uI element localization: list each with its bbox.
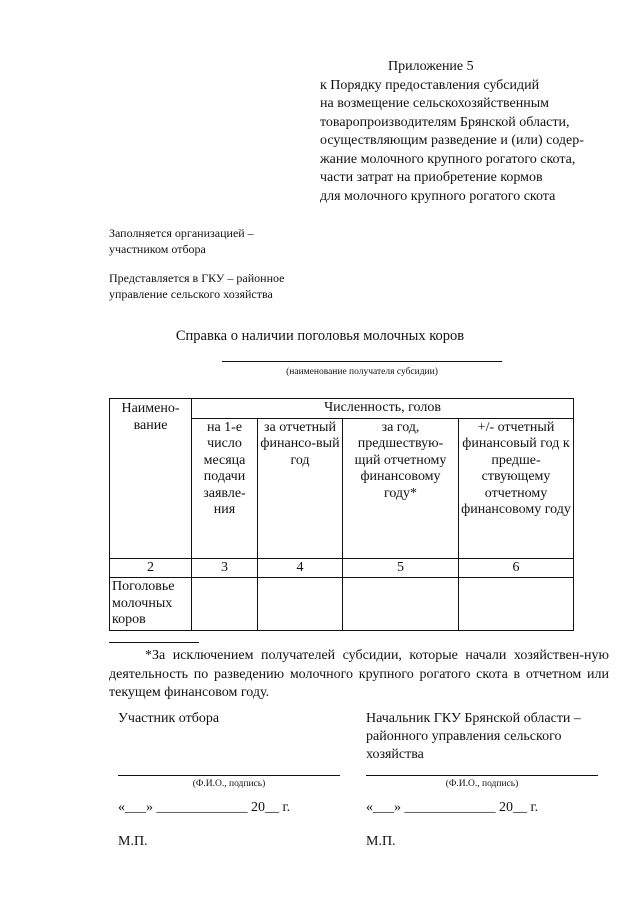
header-group: Численность, голов — [192, 399, 574, 419]
annex-line: товаропроизводителям Брянской области, — [320, 114, 570, 130]
annex-line: на возмещение сельскохозяйственным — [320, 96, 549, 111]
left-signature-caption: (Ф.И.О., подпись) — [192, 779, 266, 789]
left-stamp: М.П. — [118, 834, 148, 849]
col-number: 4 — [258, 558, 343, 578]
header-col6: +/- отчетный финансовый год к предше-ствующему отчетному финансовому году — [459, 418, 574, 558]
col-number: 2 — [110, 558, 192, 578]
filled-by-line: Заполняется организацией – — [109, 226, 254, 240]
right-date[interactable]: «___» _____________ 20__ г. — [366, 800, 539, 815]
annex-line: для молочного крупного рогатого скота — [320, 188, 556, 204]
recipient-caption: (наименование получателя субсидии) — [286, 367, 438, 377]
table-cell[interactable] — [343, 578, 459, 631]
annex-line: к Порядку предоставления субсидий — [320, 77, 540, 93]
header-col5: за год, предшествую-щий отчетному финансовому году* — [343, 418, 459, 558]
right-signature-caption: (Ф.И.О., подпись) — [445, 779, 519, 789]
submitted-to-line: Представляется в ГКУ – районное — [109, 271, 285, 285]
annex-line: части затрат на приобретение кормов — [320, 170, 543, 185]
recipient-name-line[interactable] — [222, 361, 502, 362]
left-date[interactable]: «___» _____________ 20__ г. — [118, 800, 291, 815]
header-name-text: Наимено-вание — [121, 401, 180, 433]
footnote-separator — [109, 642, 199, 643]
right-stamp: М.П. — [366, 834, 396, 849]
annex-line: жание молочного крупного рогатого скота, — [320, 151, 576, 167]
header-col4: за отчетный финансо-вый год — [258, 418, 343, 558]
table-cell[interactable] — [459, 578, 574, 631]
header-name — [110, 399, 192, 559]
col-number: 3 — [192, 558, 258, 578]
left-signatory-title: Участник отбора — [118, 711, 220, 726]
annex-line: осуществляющим разведение и (или) содер- — [320, 133, 584, 148]
annex-header — [320, 58, 584, 206]
row-label: Поголовье молочных коров — [110, 578, 192, 631]
right-signatory-title: Начальник ГКУ Брянской области – районного управления сельского хозяйства — [366, 711, 581, 762]
left-signature-line[interactable] — [118, 775, 340, 776]
footnote: *За исключением получателей субсидии, которые начали хозяйствен-ную деятельность по разведению молочного крупного рогатого скота в отчетном или текущем финансовом году. — [109, 648, 609, 700]
filled-by-note — [109, 225, 254, 257]
table-cell[interactable] — [192, 578, 258, 631]
col-number: 5 — [343, 558, 459, 578]
submitted-to-line: управление сельского хозяйства — [109, 287, 273, 301]
header-col3: на 1-е число месяца подачи заявле-ния — [192, 418, 258, 558]
col-number: 6 — [459, 558, 574, 578]
annex-title: Приложение 5 — [388, 59, 474, 74]
filled-by-line: участником отбора — [109, 242, 206, 256]
document-title: Справка о наличии поголовья молочных коров — [175, 328, 465, 344]
right-signature-line[interactable] — [366, 775, 598, 776]
livestock-table — [109, 398, 574, 631]
submitted-to-note — [109, 270, 285, 302]
table-cell[interactable] — [258, 578, 343, 631]
